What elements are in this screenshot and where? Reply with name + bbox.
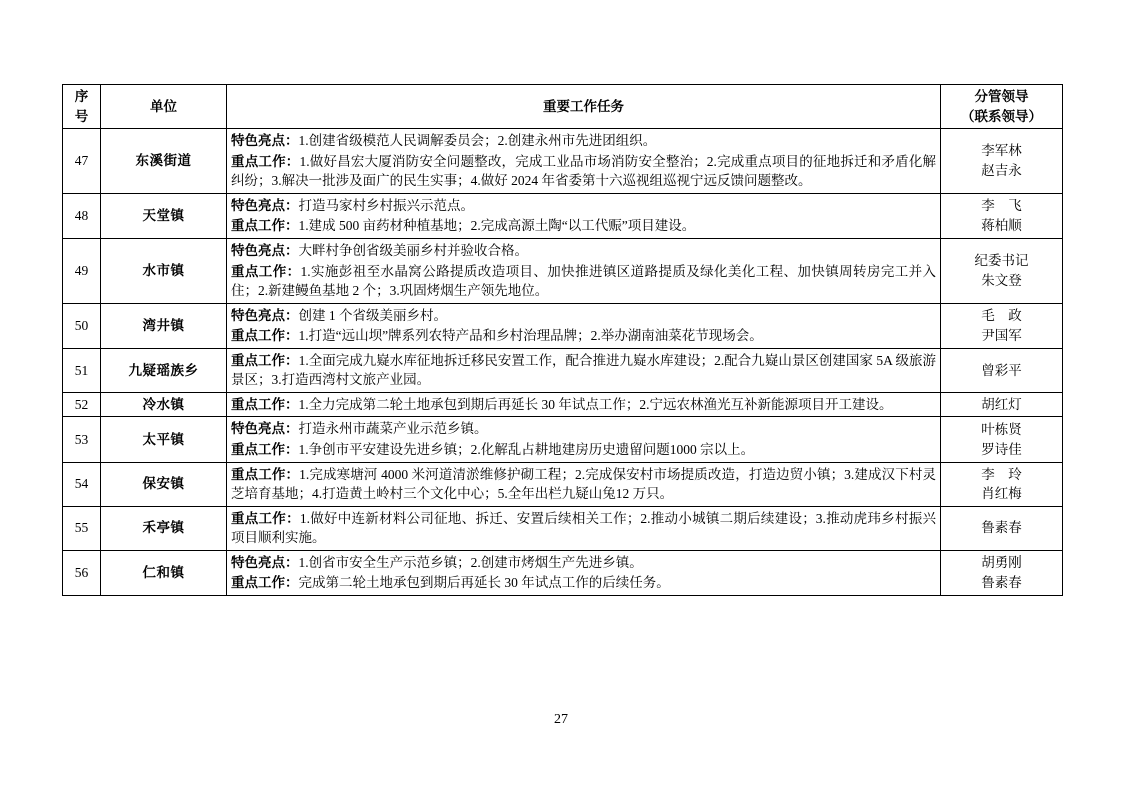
leader-name: 鲁素春 [981,520,1022,536]
leader-name: 叶栋贤 [981,421,1022,437]
leader-name: 蒋柏顺 [981,217,1022,233]
row-task-cell [227,303,941,348]
task-highlight-line [231,553,936,573]
leader-name: 朱文登 [981,272,1022,288]
task-keywork-label: 重点工作： [231,510,300,526]
table-row [63,348,1063,392]
row-unit-name: 天堂镇 [101,193,227,238]
task-highlight-label: 特色亮点： [231,307,299,323]
task-keywork-text: 1.做好中连新材料公司征地、拆迁、安置后续相关工作；2.推动小城镇二期后续建设；3.推动虎玮乡村振兴项目顺利实施。 [231,510,937,546]
task-keywork-label: 重点工作： [231,352,299,368]
task-keywork-label: 重点工作： [231,218,299,234]
task-highlight-label: 特色亮点： [231,554,299,570]
row-task-cell [227,417,941,462]
leader-name: 曾彩平 [981,362,1022,378]
column-header-seq-line2: 号 [74,108,89,124]
leader-name: 赵吉永 [981,162,1022,178]
task-keywork-text: 1.打造“远山坝”牌系列农特产品和乡村治理品牌；2.举办湖南油菜花节现场会。 [298,328,763,344]
task-keywork-text: 1.争创市平安建设先进乡镇；2.化解乱占耕地建房历史遗留问题1000 宗以上。 [298,442,755,457]
table-row [63,506,1063,550]
task-keywork-line [231,509,936,548]
task-keywork-line [231,262,936,301]
row-unit-name: 水市镇 [101,238,227,303]
column-header-seq [63,85,101,129]
leader-name: 鲁素春 [981,574,1022,590]
task-highlight-text: 打造永州市蔬菜产业示范乡镇。 [298,421,488,437]
row-task-cell [227,193,941,238]
table-row [63,193,1063,238]
row-sequence-number: 49 [63,238,101,303]
task-keywork-text: 完成第二轮土地承包到期后再延长 30 年试点工作的后续任务。 [298,575,670,591]
row-leader-cell [941,462,1063,506]
row-task-cell [227,550,941,595]
leader-name: 纪委书记 [974,253,1029,269]
task-keywork-label: 重点工作： [231,466,300,482]
row-sequence-number: 56 [63,550,101,595]
table-row [63,417,1063,462]
row-leader-cell [941,506,1063,550]
table-row [63,238,1063,303]
task-keywork-line [231,152,936,191]
row-sequence-number: 51 [63,348,101,392]
row-task-cell [227,129,941,194]
task-highlight-label: 特色亮点： [231,197,299,213]
row-leader-cell [941,348,1063,392]
task-highlight-text: 1.创省市安全生产示范乡镇；2.创建市烤烟生产先进乡镇。 [298,554,643,570]
task-keywork-text: 1.全面完成九嶷水库征地拆迁移民安置工作，配合推进九嶷水库建设；2.配合九嶷山景区创建国家 5A 级旅游景区；3.打造西湾村文旅产业园。 [231,352,936,388]
task-highlight-text: 大畔村争创省级美丽乡村并验收合格。 [298,242,528,258]
task-highlight-line [231,306,936,326]
leader-name: 李 飞 [981,198,1022,214]
task-keywork-line [231,573,936,593]
row-sequence-number: 48 [63,193,101,238]
task-keywork-label: 重点工作： [231,328,299,344]
task-keywork-line [231,351,936,390]
row-leader-cell [941,303,1063,348]
task-highlight-text: 创建 1 个省级美丽乡村。 [298,307,447,323]
row-sequence-number: 55 [63,506,101,550]
task-keywork-label: 重点工作： [231,263,301,279]
leader-name: 罗诗佳 [981,441,1022,457]
task-highlight-text: 1.创建省级模范人民调解委员会；2.创建永州市先进团组织。 [298,133,657,149]
row-leader-cell [941,392,1063,417]
row-task-cell [227,238,941,303]
leader-name: 李军林 [981,143,1022,159]
task-keywork-line [231,465,936,504]
task-keywork-line [231,440,936,460]
table-row [63,462,1063,506]
task-highlight-label: 特色亮点： [231,133,299,149]
leader-name: 毛 政 [981,308,1022,324]
leader-name: 肖红梅 [981,486,1022,502]
task-keywork-text: 1.做好昌宏大厦消防安全问题整改，完成工业品市场消防安全整治；2.完成重点项目的征地拆迁和矛盾化解纠纷；3.解决一批涉及面广的民生实事；4.做好 2024 年省委第十六巡视组巡视宁远反馈问题整改。 [231,153,937,189]
row-sequence-number: 50 [63,303,101,348]
row-sequence-number: 47 [63,129,101,194]
leader-name: 胡红灯 [981,396,1022,412]
row-unit-name: 冷水镇 [101,392,227,417]
task-highlight-line [231,131,936,151]
row-task-cell [227,462,941,506]
table-row [63,392,1063,417]
task-highlight-label: 特色亮点： [231,421,299,437]
task-keywork-label: 重点工作： [231,153,300,169]
task-keywork-label: 重点工作： [231,575,299,591]
leader-name: 胡勇刚 [981,555,1022,571]
work-tasks-table [62,84,1063,596]
task-keywork-text: 1.完成寒塘河 4000 米河道清淤维修护砌工程；2.完成保安村市场提质改造，打造边贸小镇；3.建成汉下村灵芝培育基地；4.打造黄土岭村三个文化中心；5.全年出栏九疑山兔12 万只。 [231,466,937,502]
task-highlight-text: 打造马家村乡村振兴示范点。 [298,197,474,213]
row-unit-name: 太平镇 [101,417,227,462]
row-task-cell [227,392,941,417]
task-keywork-line [231,395,936,415]
task-keywork-line [231,326,936,346]
row-unit-name: 仁和镇 [101,550,227,595]
task-keywork-text: 1.全力完成第二轮土地承包到期后再延长 30 年试点工作；2.宁远农林渔光互补新能源项目开工建设。 [298,396,893,412]
column-header-leader [941,85,1063,129]
row-task-cell [227,506,941,550]
row-task-cell [227,348,941,392]
column-header-leader-line1: 分管领导 [974,89,1029,104]
table-row [63,129,1063,194]
table-row [63,303,1063,348]
task-keywork-text: 1.建成 500 亩药材种植基地；2.完成高源土陶“以工代赈”项目建设。 [298,218,696,234]
task-keywork-line [231,216,936,236]
row-leader-cell [941,129,1063,194]
row-unit-name: 湾井镇 [101,303,227,348]
task-highlight-line [231,419,936,439]
task-keywork-text: 1.实施彭祖至水晶窝公路提质改造项目、加快推进镇区道路提质及绿化美化工程、加快镇周转房完工并入住；2.新建鳗鱼基地 2 个；3.巩固烤烟生产领先地位。 [231,263,937,299]
row-leader-cell [941,193,1063,238]
page-number: 27 [554,712,568,727]
row-unit-name: 九疑瑶族乡 [101,348,227,392]
leader-name: 尹国军 [981,327,1022,343]
work-tasks-table-container [62,84,1062,596]
table-row [63,550,1063,595]
task-keywork-label: 重点工作： [231,396,299,412]
table-header-row [63,85,1063,129]
row-leader-cell [941,550,1063,595]
row-leader-cell [941,417,1063,462]
column-header-seq-line1: 序 [74,89,89,104]
row-unit-name: 东溪街道 [101,129,227,194]
column-header-task: 重要工作任务 [227,85,941,129]
row-sequence-number: 52 [63,392,101,417]
column-header-leader-line2: （联系领导） [961,108,1042,124]
row-unit-name: 禾亭镇 [101,506,227,550]
column-header-unit: 单位 [101,85,227,129]
row-sequence-number: 54 [63,462,101,506]
task-highlight-line [231,241,936,261]
leader-name: 李 玲 [981,466,1022,482]
row-unit-name: 保安镇 [101,462,227,506]
task-highlight-line [231,196,936,216]
task-highlight-label: 特色亮点： [231,242,299,258]
row-sequence-number: 53 [63,417,101,462]
row-leader-cell [941,238,1063,303]
task-keywork-label: 重点工作： [231,442,299,457]
table-body [63,129,1063,596]
